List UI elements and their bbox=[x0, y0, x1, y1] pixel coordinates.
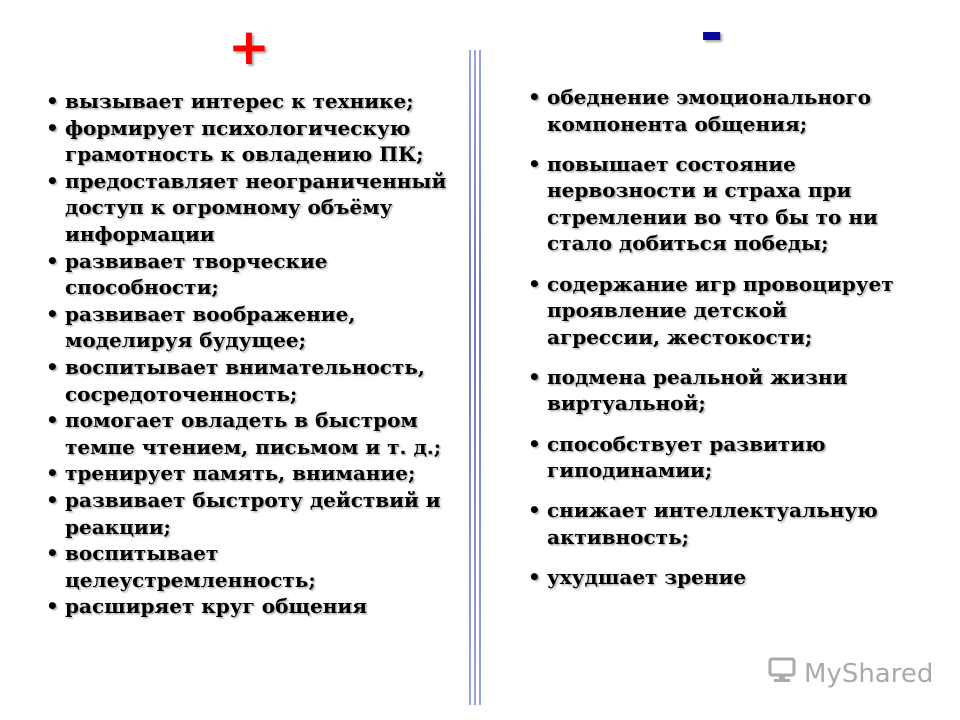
cons-item: • содержание игр провоцирует проявление детской агрессии, жестокости; bbox=[526, 271, 906, 351]
cons-list bbox=[526, 84, 906, 604]
cons-item: • способствует развитию гиподинамии; bbox=[526, 431, 906, 484]
pros-item: • помогает овладеть в быстром темпе чтением, письмом и т. д.; bbox=[44, 407, 454, 460]
pros-item: • тренирует память, внимание; bbox=[44, 460, 454, 487]
watermark-text: MyShared bbox=[804, 658, 934, 689]
watermark bbox=[768, 656, 933, 691]
monitor-icon bbox=[768, 656, 804, 691]
cons-item: • ухудшает зрение bbox=[526, 564, 906, 591]
pros-item: • предоставляет неограниченный доступ к огромному объёму информации bbox=[44, 168, 454, 248]
plus-heading: + bbox=[228, 18, 270, 76]
pros-item: • вызывает интерес к технике; bbox=[44, 88, 454, 115]
pros-item: • развивает воображение, моделируя будущее; bbox=[44, 301, 454, 354]
cons-item: • подмена реальной жизни виртуальной; bbox=[526, 364, 906, 417]
cons-item: • обеднение эмоционального компонента общения; bbox=[526, 84, 906, 137]
cons-item: • повышает состояние нервозности и страха при стремлении во что бы то ни стало добиться победы; bbox=[526, 151, 906, 257]
pros-item: • развивает быстроту действий и реакции; bbox=[44, 487, 454, 540]
minus-heading: - bbox=[700, 1, 724, 66]
pros-item: • воспитывает целеустремленность; bbox=[44, 540, 454, 593]
cons-item: • снижает интеллектуальную активность; bbox=[526, 497, 906, 550]
column-divider bbox=[469, 50, 481, 705]
pros-item: • расширяет круг общения bbox=[44, 593, 454, 620]
pros-list bbox=[44, 88, 454, 620]
pros-item: • развивает творческие способности; bbox=[44, 248, 454, 301]
pros-item: • формирует психологическую грамотность к овладению ПК; bbox=[44, 115, 454, 168]
pros-item: • воспитывает внимательность, сосредоточенность; bbox=[44, 354, 454, 407]
